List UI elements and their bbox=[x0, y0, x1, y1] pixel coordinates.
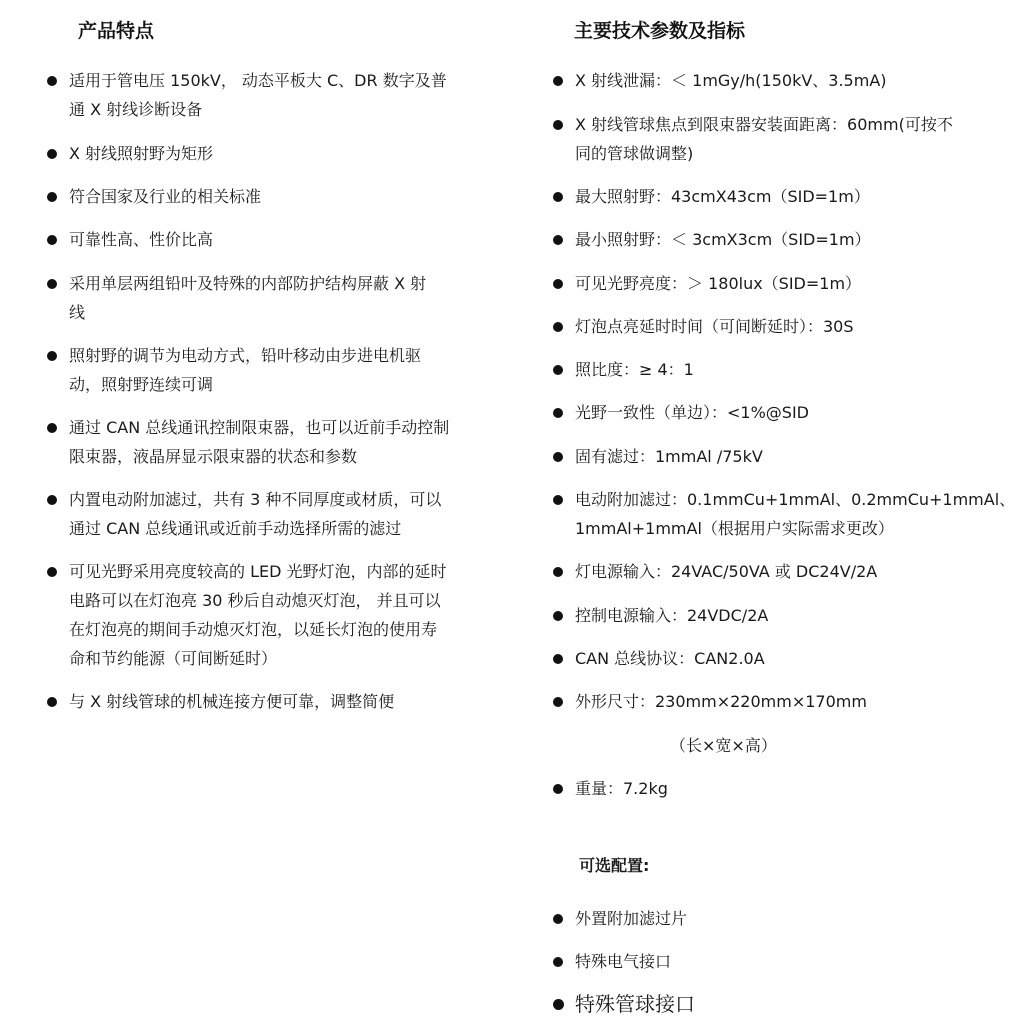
spec-item-text: 最大照射野：43cmX43cm（SID=1m） bbox=[575, 187, 870, 206]
features-heading: 产品特点 bbox=[78, 20, 155, 42]
feature-item bbox=[46, 182, 516, 211]
optional-heading: 可选配置: bbox=[579, 856, 650, 875]
optional-item bbox=[552, 904, 1017, 933]
feature-item-text: 与 X 射线管球的机械连接方便可靠，调整简便 bbox=[69, 692, 395, 711]
bullet-icon bbox=[47, 697, 57, 707]
feature-item bbox=[46, 687, 516, 716]
spec-item bbox=[552, 225, 1017, 254]
spec-item bbox=[552, 687, 1017, 716]
bullet-icon bbox=[553, 914, 563, 924]
bullet-icon bbox=[47, 495, 57, 505]
spec-item bbox=[552, 398, 1017, 427]
feature-item-text: 符合国家及行业的相关标准 bbox=[69, 187, 262, 206]
bullet-icon bbox=[553, 611, 563, 621]
spec-item-text: 灯泡点亮延时时间（可间断延时）：30S bbox=[575, 317, 854, 336]
bullet-icon bbox=[553, 76, 563, 86]
bullet-icon bbox=[553, 192, 563, 202]
spec-item-text: X 射线管球焦点到限束器安装面距离：60mm(可按不 同的管球做调整) bbox=[575, 115, 953, 163]
feature-item-text: 适用于管电压 150kV， 动态平板大 C、DR 数字及普 通 X 射线诊断设备 bbox=[69, 71, 447, 119]
bullet-icon bbox=[553, 999, 564, 1010]
spec-item bbox=[552, 644, 1017, 673]
feature-item-text: 采用单层两组铅叶及特殊的内部防护结构屏蔽 X 射 线 bbox=[69, 274, 427, 322]
feature-item-text: 可见光野采用亮度较高的 LED 光野灯泡，内部的延时 电路可以在灯泡亮 30 秒后自动熄灭灯泡， 并且可以 在灯泡亮的期间手动熄灭灯泡，以延长灯泡的使用寿 命和节约能源（可间断延时） bbox=[69, 562, 447, 668]
spec-item bbox=[552, 485, 1017, 543]
spec-item bbox=[552, 110, 1017, 168]
spec-item-text: X 射线泄漏：＜ 1mGy/h(150kV、3.5mA) bbox=[575, 71, 887, 90]
spec-item bbox=[552, 312, 1017, 341]
spec-item-text: 固有滤过：1mmAl /75kV bbox=[575, 447, 763, 466]
spec-item bbox=[552, 66, 1017, 95]
spec-item-text: 重量：7.2kg bbox=[575, 779, 668, 798]
dimensions-note: （长×宽×高） bbox=[670, 736, 777, 755]
optional-item bbox=[552, 988, 1017, 1020]
feature-item bbox=[46, 557, 516, 673]
bullet-icon bbox=[553, 322, 563, 332]
bullet-icon bbox=[553, 567, 563, 577]
spec-item-text: 可见光野亮度：＞ 180lux（SID=1m） bbox=[575, 274, 862, 293]
bullet-icon bbox=[553, 452, 563, 462]
optional-item-text: 特殊电气接口 bbox=[575, 952, 672, 971]
feature-item bbox=[46, 139, 516, 168]
bullet-icon bbox=[553, 408, 563, 418]
spec-item-text: 控制电源输入：24VDC/2A bbox=[575, 606, 769, 625]
bullet-icon bbox=[553, 697, 563, 707]
feature-item bbox=[46, 66, 516, 124]
bullet-icon bbox=[47, 279, 57, 289]
spec-item-text: 光野一致性（单边）：<1%@SID bbox=[575, 403, 809, 422]
feature-item-text: 可靠性高、性价比高 bbox=[69, 230, 214, 249]
spec-item bbox=[552, 442, 1017, 471]
feature-item bbox=[46, 225, 516, 254]
feature-item bbox=[46, 341, 516, 399]
bullet-icon bbox=[553, 279, 563, 289]
spec-item-text: 灯电源输入：24VAC/50VA 或 DC24V/2A bbox=[575, 562, 878, 581]
spec-item-text: 外形尺寸：230mm×220mm×170mm bbox=[575, 692, 867, 711]
bullet-icon bbox=[553, 654, 563, 664]
feature-item-text: 照射野的调节为电动方式，铅叶移动由步进电机驱 动，照射野连续可调 bbox=[69, 346, 422, 394]
spec-item bbox=[552, 182, 1017, 211]
bullet-icon bbox=[47, 567, 57, 577]
bullet-icon bbox=[553, 784, 563, 794]
spec-item bbox=[552, 774, 1017, 803]
bullet-icon bbox=[553, 365, 563, 375]
spec-item-text: 照比度：≥ 4：1 bbox=[575, 360, 694, 379]
spec-item-text: 电动附加滤过：0.1mmCu+1mmAl、0.2mmCu+1mmAl、 1mmAl+1mmAl（根据用户实际需求更改） bbox=[575, 490, 1016, 538]
spec-item-text: 最小照射野：＜ 3cmX3cm（SID=1m） bbox=[575, 230, 871, 249]
spec-item bbox=[552, 355, 1017, 384]
feature-item-text: X 射线照射野为矩形 bbox=[69, 144, 214, 163]
optional-item bbox=[552, 947, 1017, 976]
bullet-icon bbox=[47, 351, 57, 361]
bullet-icon bbox=[47, 192, 57, 202]
specs-heading: 主要技术参数及指标 bbox=[574, 20, 746, 42]
bullet-icon bbox=[553, 957, 563, 967]
bullet-icon bbox=[47, 149, 57, 159]
optional-item-text: 特殊管球接口 bbox=[575, 992, 695, 1016]
spec-item bbox=[552, 269, 1017, 298]
feature-item bbox=[46, 485, 516, 543]
bullet-icon bbox=[47, 76, 57, 86]
feature-item bbox=[46, 413, 516, 471]
spec-item-text: CAN 总线协议：CAN2.0A bbox=[575, 649, 765, 668]
spec-item bbox=[552, 601, 1017, 630]
bullet-icon bbox=[553, 120, 563, 130]
feature-item bbox=[46, 269, 516, 327]
spec-item bbox=[552, 557, 1017, 586]
feature-item-text: 内置电动附加滤过，共有 3 种不同厚度或材质，可以 通过 CAN 总线通讯或近前手动选择所需的滤过 bbox=[69, 490, 442, 538]
bullet-icon bbox=[553, 235, 563, 245]
bullet-icon bbox=[47, 235, 57, 245]
bullet-icon bbox=[553, 495, 563, 505]
bullet-icon bbox=[47, 423, 57, 433]
feature-item-text: 通过 CAN 总线通讯控制限束器，也可以近前手动控制 限束器，液晶屏显示限束器的状态和参数 bbox=[69, 418, 450, 466]
optional-item-text: 外置附加滤过片 bbox=[575, 909, 688, 928]
